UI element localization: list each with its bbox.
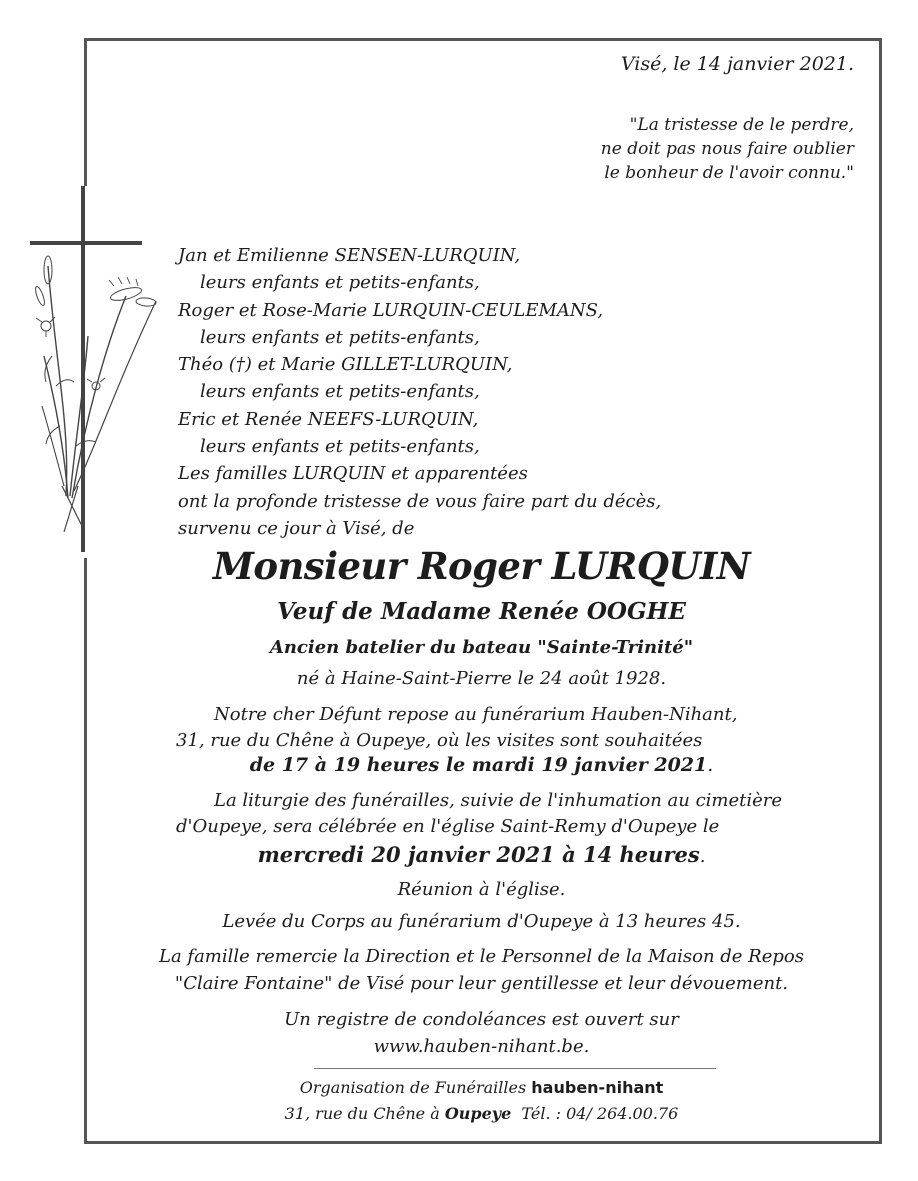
phone: Tél. : 04/ 264.00.76 <box>521 1104 679 1123</box>
registry-line: Un registre de condoléances est ouvert sur <box>284 1009 679 1030</box>
family-list <box>178 242 661 542</box>
address-prefix: 31, rue du Chêne à <box>284 1104 440 1123</box>
organizer-prefix: Organisation de Funérailles <box>299 1078 527 1097</box>
funeral-date: mercredi 20 janvier 2021 à 14 heures <box>257 842 700 867</box>
visit-hours <box>84 754 879 776</box>
footer-divider <box>314 1068 716 1069</box>
family-line: Roger et Rose-Marie LURQUIN-CEULEMANS, <box>178 299 604 321</box>
quote-line: "La tristesse de le perdre, <box>629 115 854 135</box>
registry-paragraph <box>84 1006 879 1060</box>
organizer-address <box>84 1104 879 1123</box>
cross-wheat-icon <box>26 186 176 552</box>
visit-time: de 17 à 19 heures le mardi 19 janvier 2021 <box>249 754 708 776</box>
memorial-quote <box>601 113 854 185</box>
funeral-line-1: La liturgie des funérailles, suivie de l'inhumation au cimetière <box>214 790 783 811</box>
funeral-datetime <box>84 842 879 867</box>
visit-end: . <box>707 754 714 776</box>
birth-info: né à Haine-Saint-Pierre le 24 août 1928. <box>296 668 667 689</box>
funeral-line-2: d'Oupeye, sera célébrée en l'église Saint-Remy d'Oupeye le <box>176 816 720 837</box>
announcement-date: Visé, le 14 janvier 2021. <box>620 53 854 75</box>
family-line: survenu ce jour à Visé, de <box>178 517 415 539</box>
widow-of: Veuf de Madame Renée OOGHE <box>277 598 686 625</box>
repose-line-1: Notre cher Défunt repose au funérarium Hauben-Nihant, <box>214 704 738 725</box>
family-line: Théo (†) et Marie GILLET-LURQUIN, <box>178 354 513 376</box>
organizer <box>84 1078 879 1097</box>
quote-line: le bonheur de l'avoir connu." <box>604 163 854 183</box>
meeting-note: Réunion à l'église. <box>397 879 566 900</box>
family-line: leurs enfants et petits-enfants, <box>200 326 480 348</box>
thanks-line: "Claire Fontaine" de Visé pour leur gentillesse et leur dévouement. <box>174 973 789 994</box>
address-city: Oupeye <box>444 1104 512 1123</box>
levee-note: Levée du Corps au funérarium d'Oupeye à 13 heures 45. <box>222 911 741 932</box>
quote-line: ne doit pas nous faire oublier <box>600 139 854 159</box>
family-line: leurs enfants et petits-enfants, <box>200 272 480 294</box>
family-line: leurs enfants et petits-enfants, <box>200 436 480 458</box>
deceased-name: Monsieur Roger LURQUIN <box>213 544 750 588</box>
repose-line-2: 31, rue du Chêne à Oupeye, où les visites sont souhaitées <box>176 730 703 751</box>
family-line: leurs enfants et petits-enfants, <box>200 381 480 403</box>
family-line: Eric et Renée NEEFS-LURQUIN, <box>178 408 479 430</box>
occupation: Ancien batelier du bateau "Sainte-Trinité" <box>269 637 694 658</box>
family-line: Les familles LURQUIN et apparentées <box>178 463 528 485</box>
registry-url[interactable]: www.hauben-nihant.be. <box>373 1036 590 1057</box>
funeral-end: . <box>699 846 706 867</box>
family-line: Jan et Emilienne SENSEN-LURQUIN, <box>178 245 521 266</box>
thanks-paragraph <box>84 943 879 997</box>
funeral-paragraph <box>176 788 782 840</box>
thanks-line: La famille remercie la Direction et le Personnel de la Maison de Repos <box>159 946 804 967</box>
organizer-brand: hauben-nihant <box>531 1078 664 1097</box>
repose-paragraph <box>176 702 737 754</box>
family-line: ont la profonde tristesse de vous faire part du décès, <box>178 490 662 512</box>
